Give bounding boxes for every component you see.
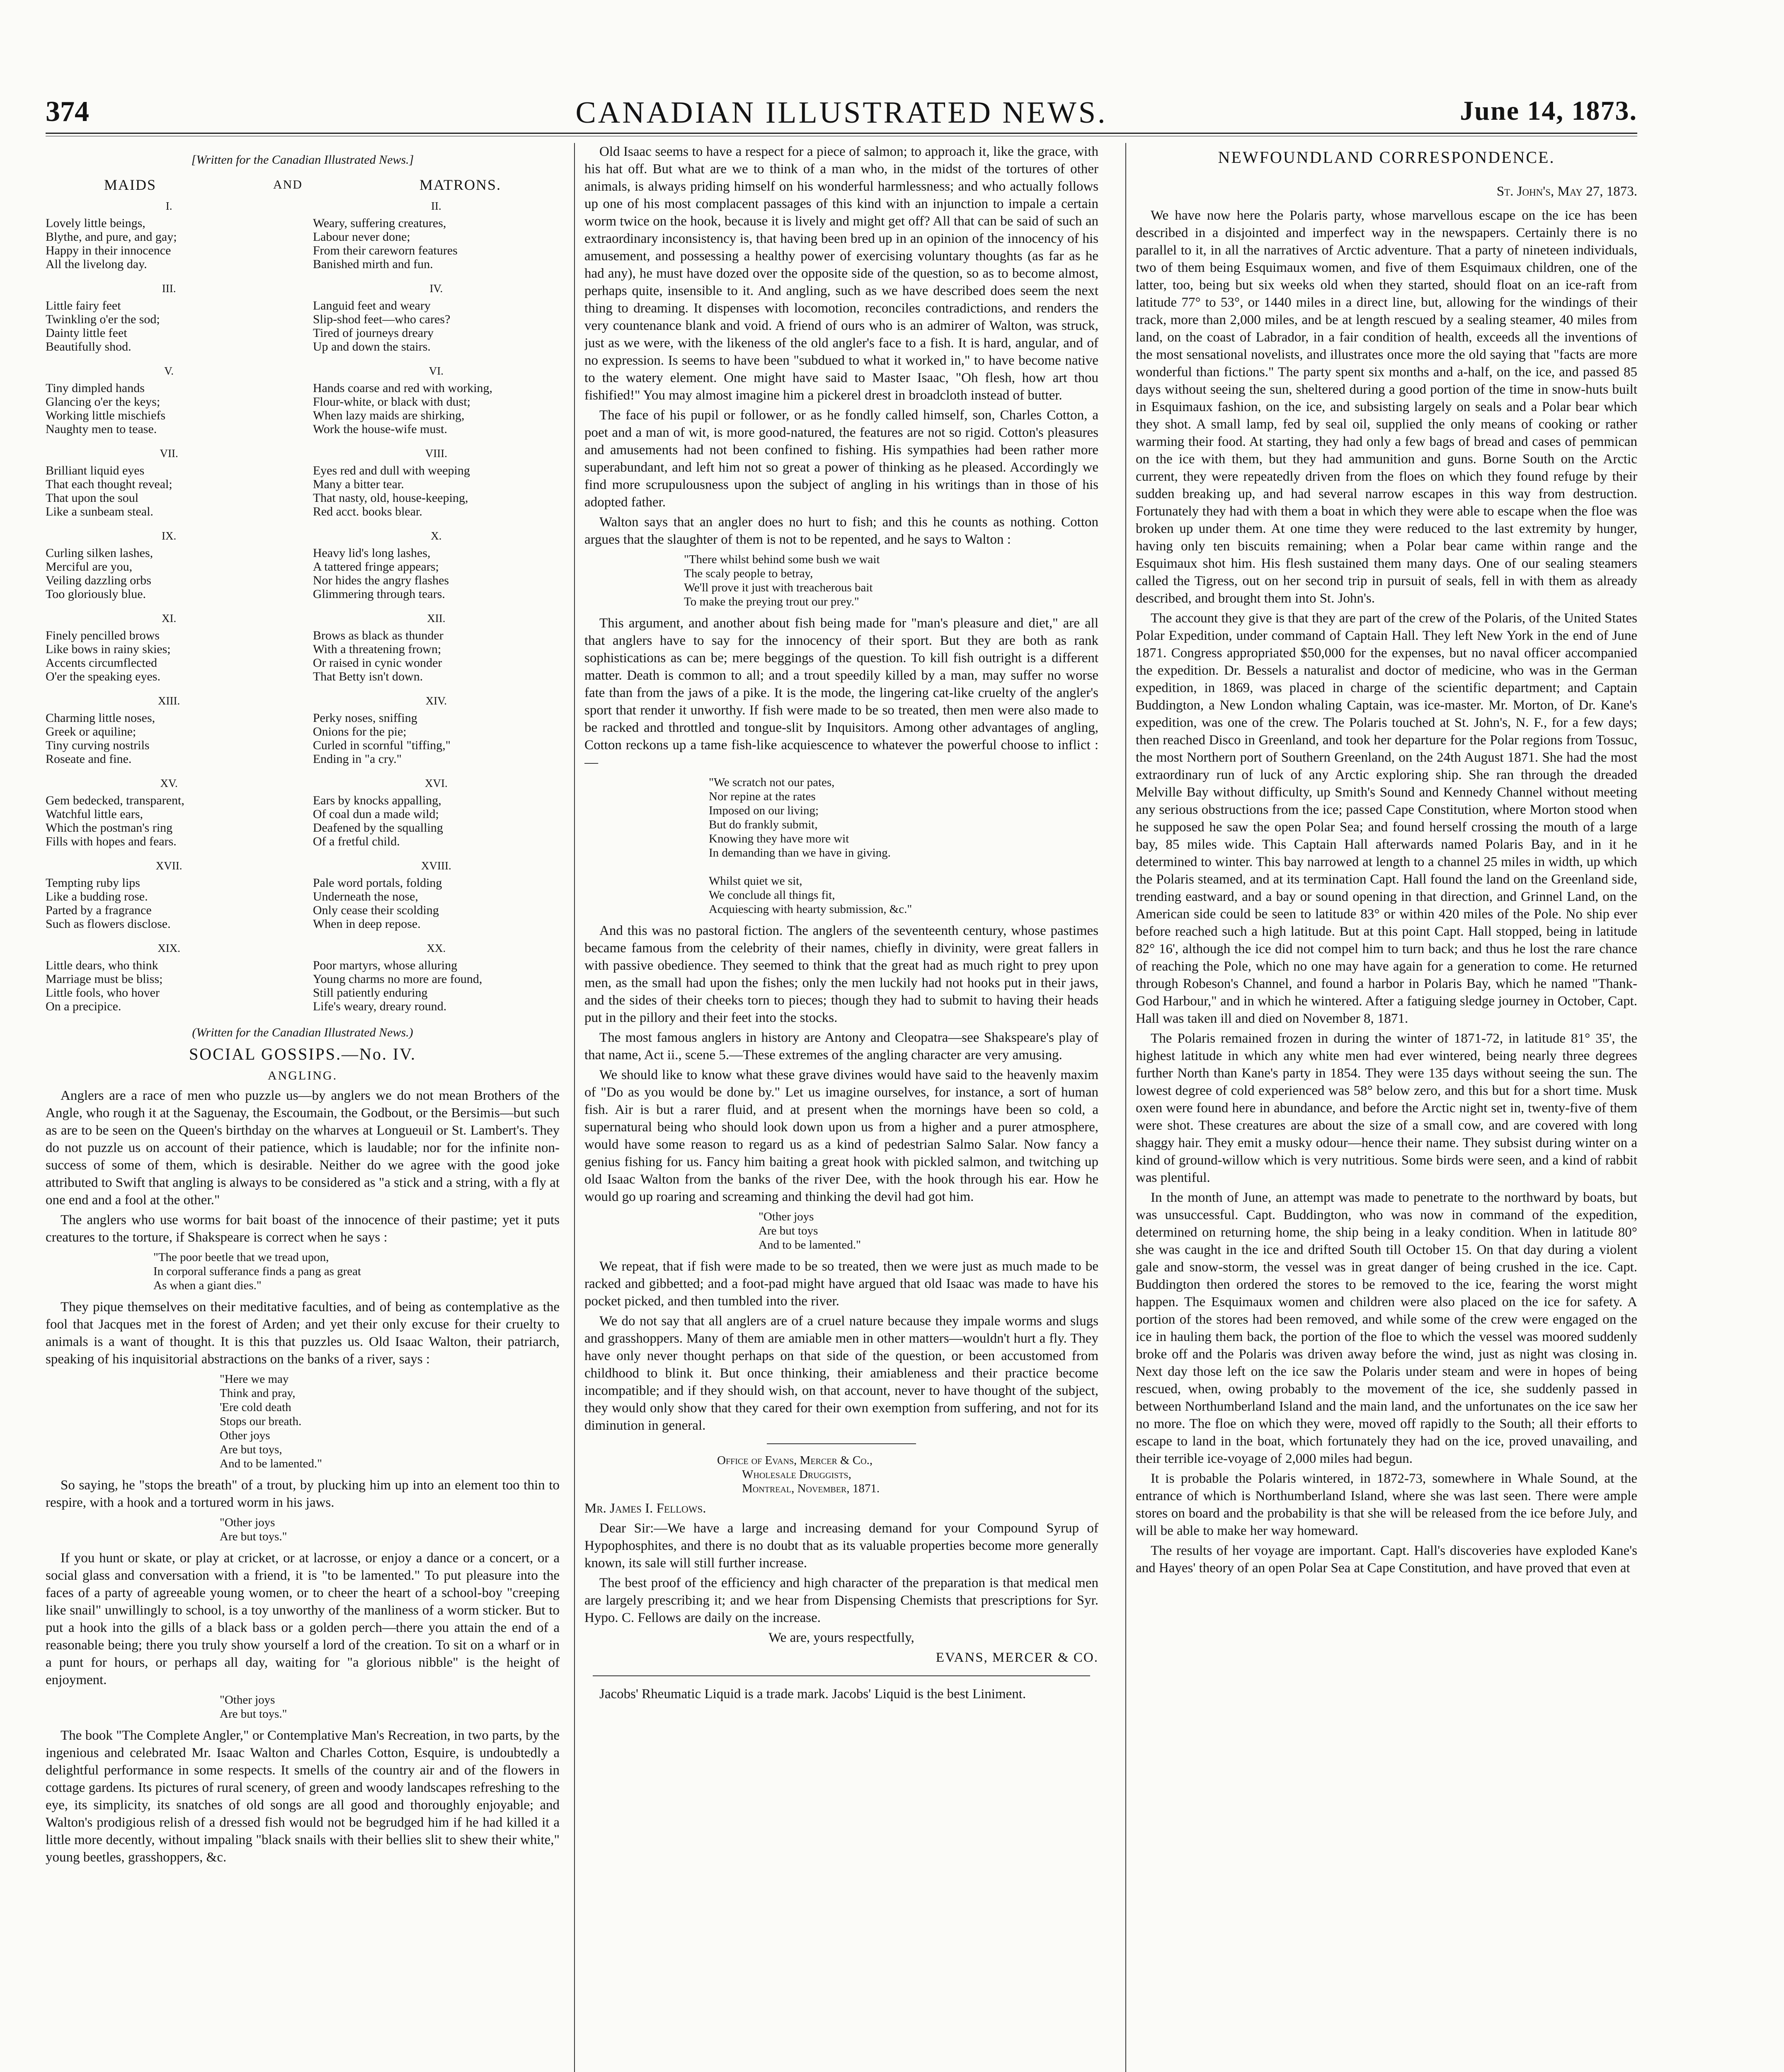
advert-addressee: Mr. James I. Fellows. — [584, 1501, 706, 1516]
poem-title — [46, 176, 560, 194]
stanza-numeral: X. — [431, 530, 442, 542]
stanza-lines: Curling silken lashes, Merciful are you, Veiling dazzling orbs Too gloriously blue. — [46, 546, 153, 601]
stanza-numeral: XIV. — [425, 695, 447, 707]
stanza-left — [46, 942, 292, 1013]
stanza-numeral: XII. — [427, 612, 446, 625]
paragraph: The account they give is that they are part of the crew of the Polaris, of the United States Polar Expedition, under command of Captain Hall. They left New York in the end of June 1871. Congress appropriated $50,000 for the expenses, but no naval officer accompanied the expedition. Dr. Bessels a naturalist and doctor of medicine, who was in the German expedition, in 1869, was placed in charge of the scientific department; and Captain Buddington, a New London whaling Captain, was ice-master. Mr. Morton, of Dr. Kane's expedition, was one of the crew. The Polaris touched at St. John's, N. F., for a few days; then reached Disco in Greenland, and took her departure for the Polar regions from Tossuc, the most Northern port of Southern Greenland, on the 24th August 1871. She had the most extraordinary run of luck of any Arctic exploring ship. She ran through the dreaded Melville Bay without difficulty, up Smith's Sound and Kennedy Channel without meeting any serious obstructions from the ice; passed Cape Constitution, where Morton stood when he supposed he saw the open Polar Sea; and found herself crossing the mouth of a large bay, 85 miles wide. This Captain Hall afterwards named Polaris Bay, and in it he determined to winter. This bay narrowed at length to a channel 25 miles in width, up which the Polaris steamed, and at its termination Capt. Hall found the land on the Greenland side, trending eastward, and a bay or sound opening in that direction, and Grinnel Land, on the American side could be seen to latitude 83° or within 420 miles of the Pole. No ship ever before reached such a high latitude. But at this point Capt. Hall stopped, being in latitude 82° 16', although the ice did not compel him to turn back; and thus he lost the rare chance of reaching the Pole, which no one may have again for a generation to come. He returned through Robeson's Channel, and found a harbor in Polaris Bay, which he named "Thank-God Harbour," and in which he wintered. After a fatiguing sledge journey in October, Capt. Hall was taken ill and died on November 8, 1871. — [1136, 611, 1637, 1026]
advert-office-line: Wholesale Druggists, — [742, 1468, 851, 1481]
stanza-left — [46, 777, 292, 848]
stanza-right — [313, 282, 560, 353]
stanza-numeral: IX. — [161, 530, 177, 542]
gossip-body-e — [46, 1727, 560, 1866]
advert-signature: EVANS, MERCER & CO. — [936, 1650, 1098, 1665]
stanza-lines: Gem bedecked, transparent, Watchful little ears, Which the postman's ring Fills with hopes and fears. — [46, 794, 184, 848]
stanza-lines: Eyes red and dull with weeping Many a bitter tear. That nasty, old, house-keeping, Red acct. books blear. — [313, 464, 470, 518]
stanza-pair — [46, 364, 560, 436]
stanza-pair — [46, 199, 560, 271]
paragraph: The results of her voyage are important. Capt. Hall's discoveries have exploded Kane's and Hayes' theory of an open Polar Sea at Cape Constitution, and have proved that even at — [1136, 1543, 1637, 1576]
section-divider — [767, 1443, 916, 1444]
stanza-left — [46, 529, 292, 601]
gossip-quote: "Other joys Are but toys." — [220, 1693, 287, 1721]
advert-footnote: Jacobs' Rheumatic Liquid is a trade mark. Jacobs' Liquid is the best Liniment. — [599, 1687, 1026, 1702]
stanza-numeral: XI. — [161, 612, 177, 625]
stanza-left — [46, 694, 292, 766]
stanza-numeral: V. — [164, 365, 174, 377]
paragraph: And this was no pastoral fiction. The anglers of the seventeenth century, whose pastimes became famous from the celebrity of their names, chiefly in divinity, were great fallers in with passive obedience. They seemed to think that the great had as much right to prey upon men, as the small had upon the fishes; only the men luckily had not hooks put in their jaws, and the sides of their cheeks torn to pieces; though they had to submit to having their heads put in the pillory and their feet into the stocks. — [584, 923, 1098, 1025]
newfoundland-dateline: St. John's, May 27, 1873. — [1496, 184, 1637, 199]
advert-closing: We are, yours respectfully, — [768, 1630, 914, 1645]
stanza-lines: Little fairy feet Twinkling o'er the sod; Dainty little feet Beautifully shod. — [46, 299, 160, 353]
advert-office-line: Office of Evans, Mercer & Co., — [717, 1454, 873, 1467]
gossip-title: SOCIAL GOSSIPS.—No. IV. — [189, 1045, 416, 1063]
stanza-right — [313, 612, 560, 683]
paragraph: We should like to know what these grave divines would have said to the heavenly maxim of "Do as you would be done by." Let us imagine ourselves, for instance, a sort of human fish. Air is but a rarer fluid, and at present when the mornings have been so cold, a supernatural being who should look down upon us from a higher and a purer atmosphere, would have some reason to regard us as a kind of pedestrian Salmo Salar. Now fancy a genius fishing for us. Fancy him baiting a great hook with pickled salmon, and twitching up old Isaac Walton from the banks of the river Dee, with the hook through his ear. How he would go up roaring and screaming and thinking the devil had got him. — [584, 1067, 1098, 1204]
stanza-right — [313, 199, 560, 271]
gossip-col2-b — [584, 615, 1098, 771]
stanza-numeral: VII. — [160, 447, 178, 460]
paragraph: Walton says that an angler does no hurt to fish; and this he counts as nothing. Cotton argues that the slaughter of them is not to be repented, and he says to Walton : — [584, 515, 1098, 547]
paragraph: Anglers are a race of men who puzzle us—by anglers we do not mean Brothers of the Angle, who rough it at the Saguenay, the Escoumain, the Godbout, or the Bersimis—but such as are to be seen on the Queen's birthday on the wharves at Longueuil or St. Lambert's. They do not puzzle us on account of their patience, which is laudable; nor for the infinite non-success of some of them, which is desirable. Neither do we agree with the good joke attributed to Swift that angling is always to be considered as "a stick and a string, with a fly at one end and a fool at the other." — [46, 1088, 560, 1208]
header-rule — [46, 133, 1637, 134]
stanza-lines: Brows as black as thunder With a threatening frown; Or raised in cynic wonder That Betty isn't down. — [313, 629, 444, 683]
paragraph: They pique themselves on their meditative faculties, and of being as contemplative as the fool that Jacques met in the forest of Arden; and yet their only excuse for their cruelty to animals is a want of thought. It is this that puzzles us. Old Isaac Walton, their patriarch, speaking of his inquisitorial abstractions on the banks of a river, says : — [46, 1300, 560, 1367]
gossip-quote: "Other joys Are but toys." — [220, 1516, 287, 1543]
gossip-body-a — [46, 1087, 560, 1246]
stanza-left — [46, 859, 292, 931]
stanza-pair — [46, 612, 560, 683]
paragraph: It is probable the Polaris wintered, in 1872-73, somewhere in Whale Sound, at the entrance of which is Northumberland Island, where she was last seen. There were ample stores on board and the probability is that she will be released from the ice before July, and will be able to make her way homeward. — [1136, 1471, 1637, 1538]
stanza-numeral: XVIII. — [421, 859, 451, 872]
paragraph: We do not say that all anglers are of a cruel nature because they impale worms and slugs and grasshoppers. Many of them are amiable men in other matters—wouldn't hurt a fly. They have only never thought perhaps on that side of the question, or been accustomed from childhood to blink it. But once thinking, their amiableness and their practice become incompatible; and if they should wish, on that account, never to have thought of the subject, they would only show that they cared for their own exemption from suffering, and not for its diminution in general. — [584, 1314, 1098, 1433]
paragraph: The face of his pupil or follower, or as he fondly called himself, son, Charles Cotton, a poet and a man of wit, is more good-natured, the features are not so rigid. Cotton's pleasures and amusements had not been confined to fishing. His sympathies had been rather more superabundant, and left him not so great a power of thinking as he pleased. Accordingly we find more scrupulousness upon the subject of angling in his writings than in those of his adopted father. — [584, 408, 1098, 510]
paragraph: The most famous anglers in history are Antony and Cleopatra—see Shakspeare's play of that name, Act ii., scene 5.—These extremes of the angling character are very amusing. — [584, 1030, 1098, 1063]
stanza-lines: Brilliant liquid eyes That each thought reveal; That upon the soul Like a sunbeam steal. — [46, 464, 172, 518]
gossip-subtitle: ANGLING. — [267, 1069, 338, 1082]
stanza-right — [313, 942, 560, 1013]
paragraph: The best proof of the efficiency and high character of the preparation is that medical men are largely prescribing it; and we hear from Dispensing Chemists that prescriptions for Syr. Hypo. C. Fellows are daily on the increase. — [584, 1576, 1098, 1625]
stanza-numeral: XVI. — [425, 777, 448, 789]
gossip-body-c — [46, 1477, 560, 1511]
stanza-lines: Perky noses, sniffing Onions for the pie; Curled in scornful "tiffing," Ending in "a cry." — [313, 711, 451, 766]
paragraph: The Polaris remained frozen in during the winter of 1871-72, in latitude 81° 35', the highest latitude in which any white men had ever wintered, being nearly three degrees further North than Kane's party in 1854. They were 135 days without seeing the sun. The lowest degree of cold experienced was 58° below zero, and this but for a short time. Musk oxen were found here in abundance, and before the Arctic night set in, twenty-five of them were shot. These creatures are about the size of a small cow, and are covered with long shaggy hair. They emit a musky odour—hence their name. They subsist during winter on a kind of ground-willow which is very nutritious. Some birds were seen, and a kind of rabbit was plentiful. — [1136, 1031, 1637, 1185]
stanza-lines: Charming little noses, Greek or aquiline; Tiny curving nostrils Roseate and fine. — [46, 711, 155, 766]
gossip-quote: "There whilst behind some bush we wait The scaly people to betray, We'll prove it just with treacherous bait To make the preying trout our prey." — [684, 553, 880, 608]
paragraph: This argument, and another about fish being made for "man's pleasure and diet," are all that anglers have to say for the innocency of their sport. But they are both as rank sophistications as can be; mere beggings of the question. To kill fish outright is a different matter. Death is common to all; and a trout speedily killed by a man, may suffer no worse fate than from the jaws of a pike. It is the mode, the lingering cat-like cruelty of the angler's sport that render it unworthy. If fish were made to be so treated, then men were also made to be racked and throttled and tongue-slit by Inquisitors. Among other advantages of angling, Cotton reckons up a tame fish-like acquiescence to whatever the powerful choose to inflict :— — [584, 616, 1098, 770]
poem-title-right: MATRONS. — [419, 177, 501, 193]
stanza-lines: Poor martyrs, whose alluring Young charms no more are found, Still patiently enduring Life's weary, dreary round. — [313, 959, 482, 1013]
stanza-lines: Pale word portals, folding Underneath the nose, Only cease their scolding When in deep repose. — [313, 876, 442, 931]
stanza-lines: Finely pencilled brows Like bows in rainy skies; Accents circumflected O'er the speaking eyes. — [46, 629, 171, 683]
poem-title-and: AND — [273, 178, 303, 191]
gossip-quote: "The poor beetle that we tread upon, In corporal sufferance finds a pang as great As when a giant dies." — [153, 1251, 361, 1292]
advert-body — [584, 1520, 1098, 1627]
gossip-quote: "We scratch not our pates, Nor repine at the rates Imposed on our living; But do frankly submit, Knowing they have more wit In demanding than we have in giving. Whilst quiet we sit, We conclude all things fit, Acquiescing with hearty submission, &c." — [709, 776, 912, 916]
poem-credit: [Written for the Canadian Illustrated News.] — [191, 153, 414, 167]
issue-date: June 14, 1873. — [1460, 96, 1637, 126]
column-2 — [584, 143, 1098, 2072]
paragraph: The book "The Complete Angler," or Contemplative Man's Recreation, in two parts, by the ingenious and celebrated Mr. Isaac Walton and Charles Cotton, Esquire, is undoubtedly a delightful performance in some respects. It smells of the country air and of the flowers in cottage gardens. Its pictures of rural scenery, of green and woody landscapes refreshing to the eye, its simplicity, its snatches of old songs are all good and thoroughly enjoyable; and Walton's prodigious relish of a dressed fish would not be begrudged him if he had killed it a little more decently, without impaling "black snails with their bellies slit to shew their white," young beetles, grasshoppers, &c. — [46, 1728, 560, 1865]
poem-title-left: MAIDS — [104, 177, 156, 193]
paragraph: If you hunt or skate, or play at cricket, or at lacrosse, or enjoy a dance or a concert, or a social glass and conversation with a friend, it is "to be lamented." To put pleasure into the faces of a party of agreeable young women, or to cheer the heart of a school-boy "creeping like snail" unwillingly to school, is a toy unworthy of the manliness of a worm sticker. But to put a hook into the gills of a black bass or a golden perch—there you attain the end of a reasonable being; there you truly show yourself a lord of the creation. To sit on a wharf or in a punt for hours, or perhaps all day, waiting for "a glorious nibble" is the height of enjoyment. — [46, 1551, 560, 1687]
stanza-right — [313, 777, 560, 848]
stanza-pair — [46, 529, 560, 601]
gossip-quote: "Other joys Are but toys And to be lamented." — [759, 1210, 861, 1251]
stanza-lines: Tiny dimpled hands Glancing o'er the keys; Working little mischiefs Naughty men to tease. — [46, 381, 166, 436]
column-3 — [1136, 143, 1637, 2072]
gossip-quote: "Here we may Think and pray, 'Ere cold death Stops our breath. Other joys Are but toys, And to be lamented." — [220, 1372, 322, 1470]
advert-letterhead — [717, 1453, 1098, 1496]
stanza-lines: Ears by knocks appalling, Of coal dun a made wild; Deafened by the squalling Of a fretful child. — [313, 794, 443, 848]
stanza-left — [46, 282, 292, 353]
stanza-lines: Lovely little beings, Blythe, and pure, and gay; Happy in their innocence All the livelong day. — [46, 216, 177, 271]
stanza-right — [313, 694, 560, 766]
poem-stanzas — [46, 199, 560, 1013]
paragraph: Dear Sir:—We have a large and increasing demand for your Compound Syrup of Hypophosphites, and there is no doubt that as its valuable properties become more generally known, its sale will still further increase. — [584, 1521, 1098, 1571]
advert-office-line: Montreal, November, 1871. — [742, 1482, 880, 1495]
stanza-left — [46, 364, 292, 436]
stanza-numeral: XIX. — [158, 942, 180, 954]
stanza-left — [46, 447, 292, 518]
stanza-right — [313, 859, 560, 931]
stanza-numeral: XX. — [427, 942, 446, 954]
column-divider — [1125, 143, 1126, 2072]
stanza-left — [46, 612, 292, 683]
stanza-numeral: II. — [431, 200, 441, 212]
stanza-numeral: XVII. — [155, 859, 182, 872]
stanza-lines: Hands coarse and red with working, Flour-white, or black with dust; When lazy maids are shirking, Work the house-wife must. — [313, 381, 493, 436]
newfoundland-body — [1136, 207, 1637, 1577]
stanza-right — [313, 364, 560, 436]
stanza-pair — [46, 777, 560, 848]
paragraph: We repeat, that if fish were made to be so treated, then we were just as much made to be racked and gibbetted; and a foot-pad might have argued that old Isaac was made to have his pocket picked, and then tumbled into the river. — [584, 1259, 1098, 1309]
stanza-right — [313, 447, 560, 518]
newspaper-title: CANADIAN ILLUSTRATED NEWS. — [575, 96, 1108, 130]
stanza-numeral: VIII. — [425, 447, 448, 460]
stanza-numeral: IV. — [429, 282, 443, 295]
page-number: 374 — [46, 96, 89, 128]
stanza-left — [46, 199, 292, 271]
paragraph: In the month of June, an attempt was made to penetrate to the northward by boats, but was unsuccessful. Capt. Buddington, who was now in command of the expedition, determined on returning home, the ship being in a leaky condition. When in latitude 80° she was caught in the ice and drifted South till October 15. On that day during a violent gale and snow-storm, the vessel was in great danger of being crushed in the ice. Capt. Buddington then ordered the stores to be removed to the ice, fearing the worst might happen. The Esquimaux women and children were also placed on the ice for safety. A portion of the stores had been removed, and while some of the crew were engaged on the ice in hauling them back, the portion of the floe to which the vessel was moored suddenly broke off and the Polaris was driven away before the wind, just as night was closing in. Next day those left on the ice saw the Polaris under steam and were in hopes of being rescued, when, owing probably to the movement of the ice, she suddenly passed in between Northumberland Island and the main land, and the unfortunates on the ice saw her no more. The floe on which they were, moved off rapidly to the South; all their efforts to escape to land in the boat, which fortunately they had on the ice, proved unavailing, and their terrible ice-voyage of 2,000 miles had begun. — [1136, 1190, 1637, 1466]
stanza-numeral: XIII. — [158, 695, 180, 707]
gossip-body-b — [46, 1298, 560, 1368]
stanza-lines: Weary, suffering creatures, Labour never done; From their careworn features Banished mirth and fun. — [313, 216, 458, 271]
column-divider — [574, 143, 575, 2072]
paragraph: The anglers who use worms for bait boast of the innocence of their pastime; yet it puts creatures to the torture, if Shakspeare is correct when he says : — [46, 1213, 560, 1245]
stanza-right — [313, 529, 560, 601]
newfoundland-title: NEWFOUNDLAND CORRESPONDENCE. — [1218, 148, 1555, 167]
stanza-pair — [46, 942, 560, 1013]
stanza-numeral: XV. — [160, 777, 178, 789]
stanza-numeral: I. — [165, 200, 172, 212]
paragraph: So saying, he "stops the breath" of a trout, by plucking him up into an element too thin to respire, with a hook and a tortured worm in his jaws. — [46, 1478, 560, 1510]
gossip-col2-d — [584, 1258, 1098, 1434]
section-divider — [593, 1675, 1090, 1676]
paragraph: We have now here the Polaris party, whose marvellous escape on the ice has been described in a disjointed and imperfect way in the newspapers. Certainly there is no parallel to it, in all the narratives of Arctic adventure. That a party of nineteen individuals, two of them being Esquimaux women, and five of them Esquimaux children, one of the latter, too, being but six weeks old when they started, should float on an ice-raft from latitude 77° to 53°, or 1440 miles in a direct line, but, allowing for the windings of their track, more than 2,000 miles, and be at length rescued by a sealing steamer, 40 miles from land, on the coast of Labrador, in a fair condition of health, exceeds all the inventions of the most sensational novelists, and illustrates once more the old saying that "facts are more wonderful than fictions." The party spent six months and a-half, on the ice, and passed 85 days without seeing the sun, sheltered during a good portion of the time in snow-huts built in Esquimaux fashion, on the ice, and subsisting largely on seals and a Polar bear which they shot. A small lamp, fed by seal oil, supplied the only means of cooking or rather warming their food. At starting, they had only a few bags of bread and cases of pemmican on the ice with them, but they had ammunition and guns. Borne South on the Arctic current, they were repeatedly driven from the floes on which they found refuge by their sudden breaking up, and had several narrow escapes in this way from destruction. Fortunately they had with them a boat in which they were able to escape when the floe was broken up under them. At one time they were reduced to the last extremity by hunger, having only ten biscuits remaining; when a Polar bear came within range and the Esquimaux shot him. His flesh sustained them many days. One of our sealing steamers called the Tigress, out on her second trip in pursuit of seals, fell in with them as already described, and brought them into St. John's. — [1136, 208, 1637, 606]
gossip-col2-a — [584, 143, 1098, 548]
column-1 — [46, 143, 560, 2072]
stanza-lines: Languid feet and weary Slip-shod feet—who cares? Tired of journeys dreary Up and down the stairs. — [313, 299, 451, 353]
gossip-credit: (Written for the Canadian Illustrated News.) — [192, 1026, 413, 1039]
stanza-lines: Heavy lid's long lashes, A tattered fringe appears; Nor hides the angry flashes Glimmering through tears. — [313, 546, 449, 601]
gossip-col2-c — [584, 922, 1098, 1205]
stanza-pair — [46, 447, 560, 518]
paragraph: Old Isaac seems to have a respect for a piece of salmon; to approach it, like the grace, with his hat off. But what are we to think of a man who, in the midst of the tortures of other animals, is always priding himself on his wonderful harmlessness; and who actually follows up one of his most complacent passages of this kind with an injunction to impale a certain worm twice on the hook, because it is lively and might get off? All that can be said of such an extraordinary inconsistency is, that having been bred up in an opinion of the innocency of his amusement, and possessing a healthy power of exercising voluntary thoughts (as far as he had any), he must have dozed over the opposite side of the question, so as to become almost, perhaps quite, insensible to it. And angling, such as we have described does seem the next thing to dreaming. It dispenses with locomotion, reconciles contradictions, and renders the very countenance blank and void. A friend of ours who is an admirer of Walton, was struck, just as we were, with the likeness of the old angler's face to a fish. It is hard, angular, and of no expression. Is seems to have been "subdued to what it worked in," to have become native to the watery element. One might have said to Master Isaac, "Oh flesh, how art thou fishified!" You may almost imagine him a pickerel drest in broadcloth instead of butter. — [584, 144, 1098, 403]
stanza-pair — [46, 282, 560, 353]
stanza-lines: Little dears, who think Marriage must be bliss; Little fools, who hover On a precipice. — [46, 959, 163, 1013]
masthead — [46, 95, 1637, 133]
stanza-numeral: VI. — [429, 365, 444, 377]
stanza-pair — [46, 694, 560, 766]
stanza-pair — [46, 859, 560, 931]
gossip-body-d — [46, 1549, 560, 1689]
stanza-numeral: III. — [162, 282, 176, 295]
stanza-lines: Tempting ruby lips Like a budding rose. Parted by a fragrance Such as flowers disclose. — [46, 876, 171, 931]
